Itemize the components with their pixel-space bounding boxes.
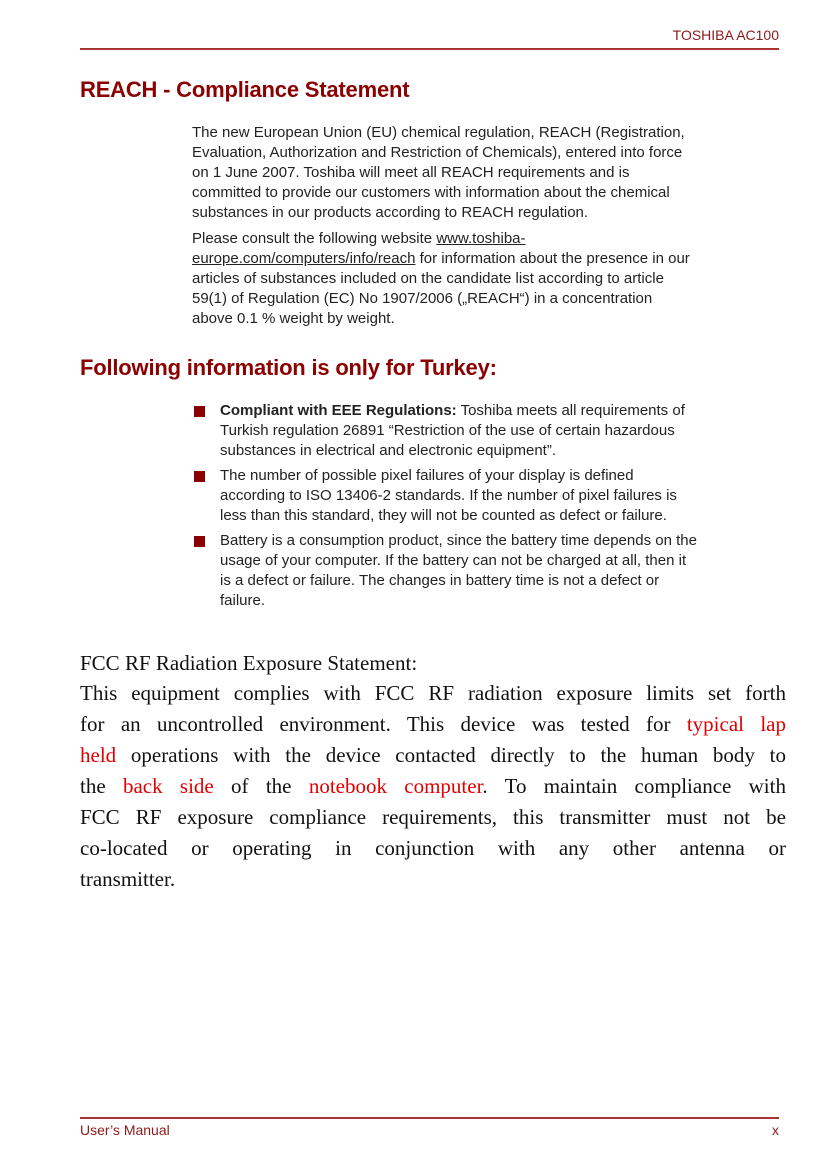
fcc-statement	[80, 648, 786, 895]
text-line: failure.	[220, 592, 266, 609]
text: the	[80, 774, 123, 798]
text-line: 59(1) of Regulation (EC) No 1907/2006 („REACH“) in a concentration	[192, 290, 653, 307]
list-item	[192, 466, 792, 526]
text: operations with the device contacted directly to the human body to	[116, 743, 786, 767]
text-line: Battery is a consumption product, since the battery time depends on the	[220, 532, 697, 549]
footer-rule	[80, 1117, 779, 1119]
text-line	[220, 401, 792, 421]
text-line: This equipment complies with FCC RF radiation exposure limits set forth	[80, 681, 786, 705]
text-line: substances in electrical and electronic equipment”.	[220, 442, 557, 459]
turkey-list	[192, 401, 792, 616]
highlight-text: held	[80, 743, 117, 767]
text: of the	[213, 774, 309, 798]
turkey-heading: Following information is only for Turkey:	[80, 355, 497, 380]
highlight-text: back side	[122, 774, 214, 798]
text-line: co-located or operating in conjunction with any other antenna or	[80, 836, 786, 860]
text-line	[80, 771, 786, 802]
header-title: TOSHIBA AC100	[672, 27, 779, 43]
square-bullet-icon	[194, 536, 205, 547]
text-line: FCC RF exposure compliance requirements, this transmitter must not be	[80, 805, 786, 829]
fcc-title: FCC RF Radiation Exposure Statement:	[80, 651, 418, 675]
text-line	[80, 740, 786, 771]
reach-paragraph-2	[192, 229, 782, 329]
list-item	[192, 531, 792, 611]
reach-heading: REACH - Compliance Statement	[80, 77, 410, 102]
square-bullet-icon	[194, 406, 205, 417]
text-line	[192, 249, 782, 269]
text-line: articles of substances included on the candidate list according to article	[192, 270, 664, 287]
text-line: according to ISO 13406-2 standards. If the number of pixel failures is	[220, 487, 677, 504]
text-line: above 0.1 % weight by weight.	[192, 310, 395, 327]
text-line	[192, 229, 782, 249]
text: for information about the presence in our	[415, 250, 690, 267]
highlight-text: notebook computer	[308, 774, 483, 798]
page-number: x	[772, 1122, 779, 1138]
text-line: substances in our products according to REACH regulation.	[192, 204, 589, 221]
text-line: Evaluation, Authorization and Restriction of Chemicals), entered into force	[192, 144, 683, 161]
text: for an uncontrolled environment. This device was tested for	[80, 712, 687, 736]
bold-label: Compliant with EEE Regulations:	[220, 402, 457, 419]
text-line: committed to provide our customers with information about the chemical	[192, 184, 670, 201]
text-line: on 1 June 2007. Toshiba will meet all REACH requirements and is	[192, 164, 630, 181]
text-line: transmitter.	[80, 867, 176, 891]
reach-body	[192, 123, 782, 335]
text-line: The new European Union (EU) chemical regulation, REACH (Registration,	[192, 124, 685, 141]
text: Toshiba meets all requirements of	[456, 402, 685, 419]
list-item	[192, 401, 792, 461]
highlight-text: typical lap	[686, 712, 786, 736]
text: Please consult the following website	[192, 230, 437, 247]
text-line: The number of possible pixel failures of your display is defined	[220, 467, 634, 484]
text-line	[80, 709, 786, 740]
text-line: less than this standard, they will not be counted as defect or failure.	[220, 507, 667, 524]
toshiba-reach-link-cont[interactable]: europe.com/computers/info/reach	[192, 250, 416, 267]
square-bullet-icon	[194, 471, 205, 482]
text-line: usage of your computer. If the battery can not be charged at all, then it	[220, 552, 687, 569]
text-line: Turkish regulation 26891 “Restriction of the use of certain hazardous	[220, 422, 675, 439]
reach-paragraph-1	[192, 123, 782, 223]
header-rule	[80, 48, 779, 50]
footer-manual-label: User’s Manual	[80, 1122, 170, 1138]
toshiba-reach-link[interactable]: www.toshiba-	[436, 230, 526, 247]
text-line: is a defect or failure. The changes in battery time is not a defect or	[220, 572, 660, 589]
text: . To maintain compliance with	[482, 774, 786, 798]
